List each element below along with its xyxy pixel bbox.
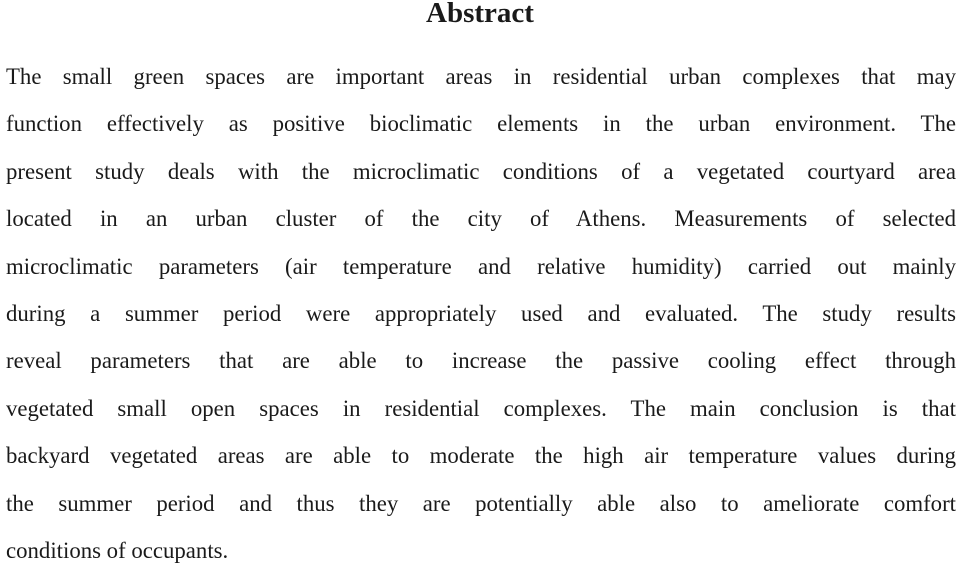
abstract-line: conditions of occupants. xyxy=(6,537,229,563)
abstract-line: located in an urban cluster of the city of Athens. Measurements of selected xyxy=(6,206,956,232)
abstract-line: vegetated small open spaces in residential complexes. The main conclusion is that xyxy=(6,395,956,421)
abstract-line: during a summer period were appropriately used and evaluated. The study results xyxy=(6,300,956,326)
abstract-line: present study deals with the microclimatic conditions of a vegetated courtyard area xyxy=(6,158,956,184)
abstract-heading: Abstract xyxy=(426,0,534,29)
abstract-line: microclimatic parameters (air temperature and relative humidity) carried out mainly xyxy=(6,253,956,279)
abstract-line: The small green spaces are important areas in residential urban complexes that may xyxy=(6,64,956,89)
abstract-line: backyard vegetated areas are able to moderate the high air temperature values during xyxy=(6,443,956,469)
abstract-line: the summer period and thus they are potentially able also to ameliorate comfort xyxy=(6,490,956,516)
abstract-line: reveal parameters that are able to increase the passive cooling effect through xyxy=(6,348,956,374)
abstract-body xyxy=(6,53,956,574)
abstract-line: function effectively as positive bioclimatic elements in the urban environment. The xyxy=(6,111,956,137)
